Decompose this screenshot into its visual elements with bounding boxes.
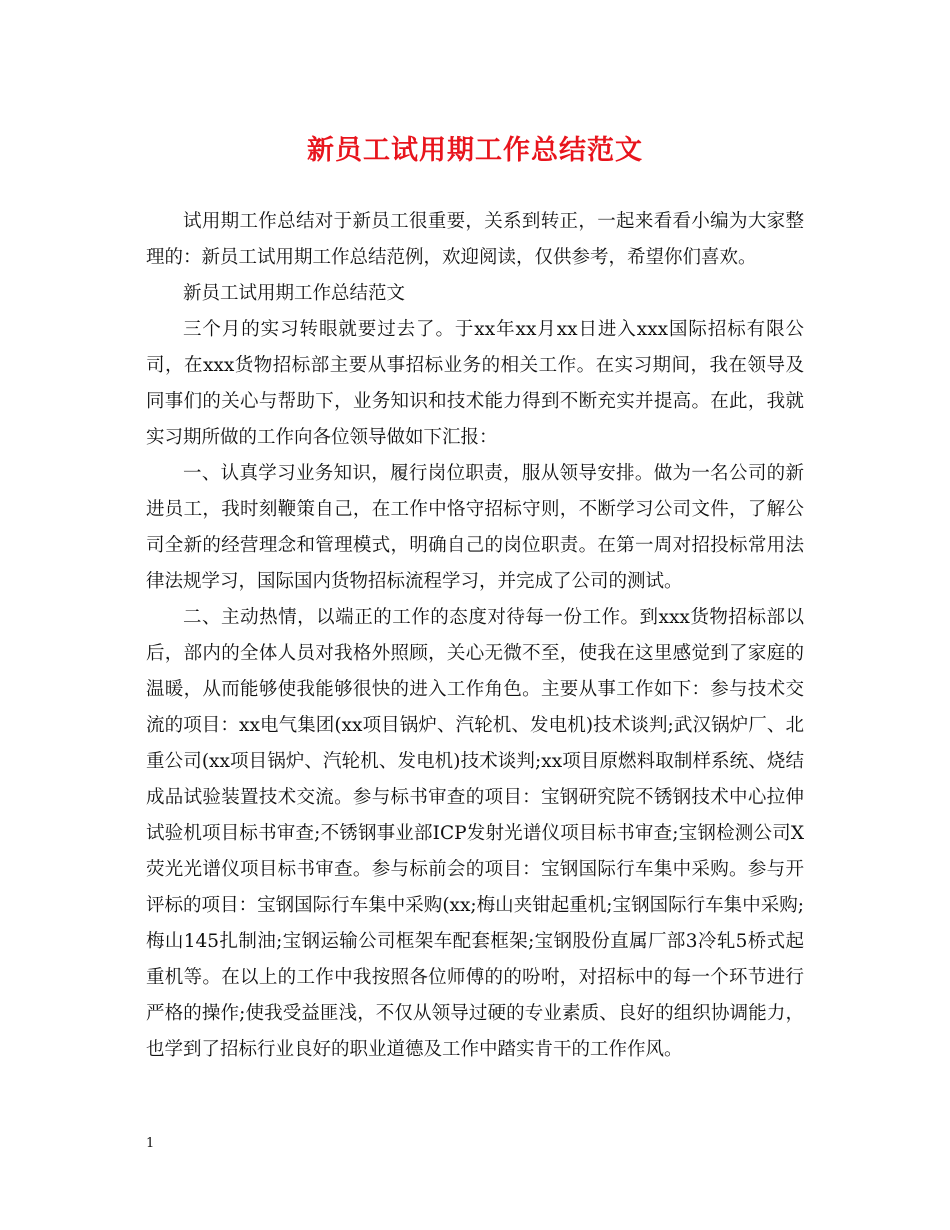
section-one-paragraph: 一、认真学习业务知识，履行岗位职责，服从领导安排。做为一名公司的新进员工，我时刻鞭策自己，在工作中恪守招标守则，不断学习公司文件，了解公司全新的经营理念和管理模式，明确自己的岗位职责。在第一周对招投标常用法律法规学习，国际国内货物招标流程学习，并完成了公司的测试。 [146, 463, 804, 592]
section-two-paragraph: 二、主动热情，以端正的工作的态度对待每一份工作。到xxx货物招标部以后，部内的全体人员对我格外照顾，关心无微不至，使我在这里感觉到了家庭的温暖，从而能够使我能够很快的进入工作角色。主要从事工作如下：参与技术交流的项目：xx电气集团(xx项目锅炉、汽轮机、发电机)技术谈判;武汉锅炉厂、北重公司(xx项目锅炉、汽轮机、发电机)技术谈判;xx项目原燃料取制样系统、烧结成品试验装置技术交流。参与标书审查的项目：宝钢研究院不锈钢技术中心拉伸试验机项目标书审查;不锈钢事业部ICP发射光谱仪项目标书审查;宝钢检测公司X荧光光谱仪项目标书审查。参与标前会的项目：宝钢国际行车集中采购。参与开评标的项目：宝钢国际行车集中采购(xx;梅山夹钳起重机;宝钢国际行车集中采购;梅山145扎制油;宝钢运输公司框架车配套框架;宝钢股份直属厂部3冷轧5桥式起重机等。在以上的工作中我按照各位师傅的的吩咐，对招标中的每一个环节进行严格的操作;使我受益匪浅，不仅从领导过硬的专业素质、良好的组织协调能力，也学到了招标行业良好的职业道德及工作中踏实肯干的工作作风。 [146, 607, 804, 1060]
page-number: 1 [146, 1136, 155, 1151]
intro-paragraph: 试用期工作总结对于新员工很重要，关系到转正，一起来看看小编为大家整理的：新员工试用期工作总结范例，欢迎阅读，仅供参考，希望你们喜欢。 [146, 211, 804, 268]
document-title: 新员工试用期工作总结范文 [307, 135, 643, 166]
subtitle-paragraph: 新员工试用期工作总结范文 [183, 283, 406, 304]
document-body [146, 204, 804, 1068]
opening-paragraph: 三个月的实习转眼就要过去了。于xx年xx月xx日进入xxx国际招标有限公司，在xxx货物招标部主要从事招标业务的相关工作。在实习期间，我在领导及同事们的关心与帮助下，业务知识和技术能力得到不断充实并提高。在此，我就实习期所做的工作向各位领导做如下汇报： [146, 319, 804, 448]
